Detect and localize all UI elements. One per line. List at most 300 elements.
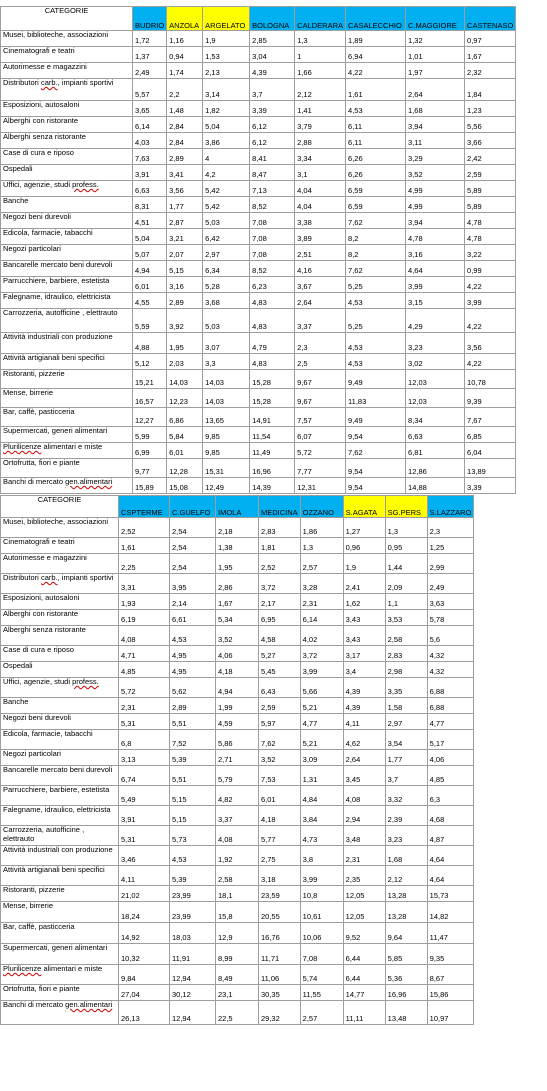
category-cell: Ortofrutta, fiori e piante [1, 985, 119, 1001]
value-cell: 5,6 [427, 626, 474, 646]
value-cell: 3,18 [259, 866, 301, 886]
value-cell: 7,62 [346, 213, 406, 229]
value-cell: 3,38 [295, 213, 346, 229]
value-cell: 5,03 [203, 213, 250, 229]
value-cell: 4,22 [465, 277, 516, 293]
value-cell: 3,65 [133, 101, 167, 117]
value-cell: 4,77 [427, 714, 474, 730]
value-cell: 1,95 [167, 333, 203, 354]
table-row [1, 79, 516, 101]
value-cell: 1,01 [406, 47, 465, 63]
table-row [1, 197, 516, 213]
value-cell: 10,78 [465, 370, 516, 389]
category-cell: Banchi di mercato gen.alimentari [1, 1001, 119, 1025]
value-cell: 15,89 [133, 478, 167, 494]
value-cell: 3,07 [203, 333, 250, 354]
category-cell: Ortofrutta, fiori e piante [1, 459, 133, 478]
value-cell: 4,99 [406, 181, 465, 197]
value-cell: 6,01 [167, 443, 203, 459]
value-cell: 5,17 [427, 730, 474, 750]
category-cell: Esposizioni, autosaloni [1, 594, 119, 610]
value-cell: 12,9 [216, 923, 259, 944]
rates-table-2 [0, 495, 474, 1025]
value-cell: 5,57 [133, 79, 167, 101]
value-cell: 1,97 [406, 63, 465, 79]
value-cell: 9,64 [385, 923, 427, 944]
value-cell: 4,78 [406, 229, 465, 245]
value-cell: 5,36 [385, 965, 427, 985]
category-cell: Alberghi senza ristorante [1, 626, 119, 646]
value-cell: 15,21 [133, 370, 167, 389]
column-header: BUDRIO [133, 7, 167, 31]
table-row [1, 766, 474, 786]
value-cell: 4,94 [133, 261, 167, 277]
value-cell: 3,41 [167, 165, 203, 181]
value-cell: 15,73 [427, 886, 474, 902]
category-cell: Plurilicenze alimentari e miste [1, 965, 119, 985]
value-cell: 3,37 [216, 806, 259, 826]
value-cell: 4,02 [300, 626, 343, 646]
value-cell: 6,59 [346, 197, 406, 213]
value-cell: 12,03 [406, 370, 465, 389]
category-cell: Bar, caffè, pasticceria [1, 408, 133, 427]
value-cell: 2,83 [385, 646, 427, 662]
value-cell: 2,87 [167, 213, 203, 229]
value-cell: 1,3 [300, 538, 343, 554]
value-cell: 6,88 [427, 678, 474, 698]
category-cell: Negozi beni durevoli [1, 213, 133, 229]
value-cell: 12,94 [170, 965, 216, 985]
spellcheck-underline: Plurilicenze [3, 442, 42, 451]
value-cell: 1,74 [167, 63, 203, 79]
value-cell: 4,73 [300, 826, 343, 846]
value-cell: 1,77 [385, 750, 427, 766]
value-cell: 9,54 [346, 478, 406, 494]
category-cell: Esposizioni, autosaloni [1, 101, 133, 117]
value-cell: 3,54 [385, 730, 427, 750]
value-cell: 3,89 [295, 229, 346, 245]
value-cell: 3,91 [119, 806, 170, 826]
value-cell: 6,81 [406, 443, 465, 459]
value-cell: 4 [203, 149, 250, 165]
value-cell: 12,03 [406, 389, 465, 408]
value-cell: 5,31 [119, 826, 170, 846]
value-cell: 4,08 [119, 626, 170, 646]
value-cell: 4,84 [300, 786, 343, 806]
table-row [1, 443, 516, 459]
table-row [1, 408, 516, 427]
spellcheck-underline: carb. [40, 78, 58, 87]
table-row [1, 806, 474, 826]
table-row [1, 181, 516, 197]
value-cell: 3,11 [406, 133, 465, 149]
value-cell: 1,27 [343, 518, 385, 538]
value-cell: 3,52 [216, 626, 259, 646]
value-cell: 6,63 [133, 181, 167, 197]
value-cell: 6,43 [259, 678, 301, 698]
category-cell: Mense, birrerie [1, 389, 133, 408]
value-cell: 2,64 [343, 750, 385, 766]
column-header: CSPTERME [119, 496, 170, 518]
value-cell: 4,22 [465, 354, 516, 370]
value-cell: 4,68 [427, 806, 474, 826]
category-cell: Carrozzeria, autofficine , elettrauto [1, 309, 133, 333]
value-cell: 2,84 [167, 117, 203, 133]
column-header: BOLOGNA [250, 7, 295, 31]
value-cell: 4,95 [170, 646, 216, 662]
category-cell: Distributori carb., impianti sportivi [1, 79, 133, 101]
value-cell: 4,22 [465, 309, 516, 333]
value-cell: 23,99 [170, 902, 216, 923]
category-cell: Supermercati, generi alimentari [1, 427, 133, 443]
value-cell: 3,4 [343, 662, 385, 678]
category-cell: Falegname, idraulico, elettricista [1, 806, 119, 826]
column-header: MEDICINA [259, 496, 301, 518]
value-cell: 5,85 [385, 944, 427, 965]
table-row [1, 31, 516, 47]
value-cell: 7,13 [250, 181, 295, 197]
category-cell: Edicola, farmacie, tabacchi [1, 730, 119, 750]
table-row [1, 646, 474, 662]
value-cell: 2,57 [300, 1001, 343, 1025]
value-cell: 1,61 [119, 538, 170, 554]
value-cell: 6,99 [133, 443, 167, 459]
value-cell: 7,62 [259, 730, 301, 750]
column-header: C.GUELFO [170, 496, 216, 518]
value-cell: 4,78 [465, 213, 516, 229]
value-cell: 2,35 [343, 866, 385, 886]
value-cell: 6,44 [343, 965, 385, 985]
category-cell: Case di cura e riposo [1, 149, 133, 165]
value-cell: 3,39 [250, 101, 295, 117]
table-row [1, 518, 474, 538]
value-cell: 5,89 [465, 197, 516, 213]
value-cell: 1,77 [167, 197, 203, 213]
table-row [1, 165, 516, 181]
value-cell: 2,2 [167, 79, 203, 101]
value-cell: 11,54 [250, 427, 295, 443]
value-cell: 1,31 [300, 766, 343, 786]
value-cell: 6,61 [170, 610, 216, 626]
value-cell: 18,1 [216, 886, 259, 902]
column-header: IMOLA [216, 496, 259, 518]
table-row [1, 554, 474, 574]
value-cell: 1,62 [343, 594, 385, 610]
table-row [1, 786, 474, 806]
category-cell: Attività artigianali beni specifici [1, 866, 119, 886]
value-cell: 9,84 [119, 965, 170, 985]
spellcheck-underline: gen.alimentari [65, 477, 113, 486]
value-cell: 3,17 [343, 646, 385, 662]
table-row [1, 293, 516, 309]
column-header: S.LAZZARO [427, 496, 474, 518]
value-cell: 16,76 [259, 923, 301, 944]
table-row [1, 750, 474, 766]
value-cell: 14,91 [250, 408, 295, 427]
category-cell: Negozi particolari [1, 245, 133, 261]
value-cell: 3,16 [167, 277, 203, 293]
value-cell: 29,32 [259, 1001, 301, 1025]
table-row [1, 149, 516, 165]
value-cell: 23,1 [216, 985, 259, 1001]
value-cell: 4,53 [346, 354, 406, 370]
value-cell: 1,9 [203, 31, 250, 47]
value-cell: 6,34 [203, 261, 250, 277]
value-cell: 7,57 [295, 408, 346, 427]
table-row [1, 846, 474, 866]
value-cell: 2,54 [170, 554, 216, 574]
table-row [1, 277, 516, 293]
table-row [1, 333, 516, 354]
value-cell: 3,7 [385, 766, 427, 786]
value-cell: 7,62 [346, 443, 406, 459]
value-cell: 4,11 [119, 866, 170, 886]
value-cell: 9,49 [346, 408, 406, 427]
value-cell: 12,31 [295, 478, 346, 494]
value-cell: 4,99 [406, 197, 465, 213]
value-cell: 2,64 [295, 293, 346, 309]
value-cell: 4,18 [216, 662, 259, 678]
table-row [1, 866, 474, 886]
value-cell: 5,74 [300, 965, 343, 985]
value-cell: 4,53 [346, 101, 406, 117]
value-cell: 3,09 [300, 750, 343, 766]
value-cell: 1,84 [465, 79, 516, 101]
category-cell: Mense, birrerie [1, 902, 119, 923]
value-cell: 9,39 [465, 389, 516, 408]
value-cell: 5,56 [465, 117, 516, 133]
value-cell: 3,48 [343, 826, 385, 846]
value-cell: 5,28 [203, 277, 250, 293]
value-cell: 6,44 [343, 944, 385, 965]
value-cell: 3,28 [300, 574, 343, 594]
value-cell: 5,12 [133, 354, 167, 370]
value-cell: 9,67 [295, 389, 346, 408]
column-header: CASALECCHIO [346, 7, 406, 31]
value-cell: 4,64 [406, 261, 465, 277]
value-cell: 3,94 [406, 117, 465, 133]
value-cell: 10,32 [119, 944, 170, 965]
value-cell: 2,42 [465, 149, 516, 165]
value-cell: 3,84 [300, 806, 343, 826]
value-cell: 6,85 [465, 427, 516, 443]
value-cell: 3,16 [406, 245, 465, 261]
value-cell: 16,57 [133, 389, 167, 408]
value-cell: 1,67 [216, 594, 259, 610]
value-cell: 11,71 [259, 944, 301, 965]
value-cell: 1,41 [295, 101, 346, 117]
value-cell: 6,74 [119, 766, 170, 786]
value-cell: 5,66 [300, 678, 343, 698]
value-cell: 5,15 [167, 261, 203, 277]
value-cell: 5,45 [259, 662, 301, 678]
value-cell: 5,04 [203, 117, 250, 133]
value-cell: 4,88 [133, 333, 167, 354]
value-cell: 1,16 [167, 31, 203, 47]
category-cell: Negozi particolari [1, 750, 119, 766]
value-cell: 2,31 [119, 698, 170, 714]
value-cell: 2,89 [167, 293, 203, 309]
value-cell: 4,11 [343, 714, 385, 730]
value-cell: 9,52 [343, 923, 385, 944]
value-cell: 6,3 [427, 786, 474, 806]
value-cell: 3,29 [406, 149, 465, 165]
rates-table-1 [0, 6, 516, 494]
value-cell: 15,31 [203, 459, 250, 478]
value-cell: 2,54 [170, 538, 216, 554]
value-cell: 8,2 [346, 245, 406, 261]
value-cell: 3,35 [385, 678, 427, 698]
table-row [1, 944, 474, 965]
value-cell: 4,08 [343, 786, 385, 806]
value-cell: 3,46 [119, 846, 170, 866]
value-cell: 1,3 [295, 31, 346, 47]
value-cell: 15,28 [250, 389, 295, 408]
value-cell: 2,52 [119, 518, 170, 538]
value-cell: 13,28 [385, 902, 427, 923]
spellcheck-underline: gen.alimentari [65, 1000, 113, 1009]
value-cell: 4,06 [427, 750, 474, 766]
value-cell: 6,59 [346, 181, 406, 197]
category-cell: Edicola, farmacie, tabacchi [1, 229, 133, 245]
value-cell: 2,52 [259, 554, 301, 574]
header-row [1, 496, 474, 518]
value-cell: 2,07 [167, 245, 203, 261]
value-cell: 14,77 [343, 985, 385, 1001]
value-cell: 4,29 [406, 309, 465, 333]
value-cell: 8,47 [250, 165, 295, 181]
category-cell: Bancarelle mercato beni durevoli [1, 261, 133, 277]
value-cell: 4,2 [203, 165, 250, 181]
value-cell: 3,21 [167, 229, 203, 245]
value-cell: 2,59 [465, 165, 516, 181]
table-row [1, 133, 516, 149]
value-cell: 4,78 [465, 229, 516, 245]
value-cell: 3,43 [343, 610, 385, 626]
column-header: ARGELATO [203, 7, 250, 31]
table-row [1, 101, 516, 117]
column-header: C.MAGGIORE [406, 7, 465, 31]
table-row [1, 965, 474, 985]
value-cell: 3,99 [300, 662, 343, 678]
value-cell: 2,14 [170, 594, 216, 610]
value-cell: 6,14 [133, 117, 167, 133]
value-cell: 6,11 [346, 133, 406, 149]
value-cell: 13,48 [385, 1001, 427, 1025]
value-cell: 1,86 [300, 518, 343, 538]
table-row [1, 213, 516, 229]
value-cell: 8,41 [250, 149, 295, 165]
value-cell: 5,77 [259, 826, 301, 846]
value-cell: 9,85 [203, 427, 250, 443]
value-cell: 2,39 [385, 806, 427, 826]
value-cell: 4,08 [216, 826, 259, 846]
value-cell: 15,8 [216, 902, 259, 923]
category-header: CATEGORIE [1, 7, 133, 31]
value-cell: 3,34 [295, 149, 346, 165]
table-row [1, 478, 516, 494]
value-cell: 3,92 [167, 309, 203, 333]
value-cell: 2,89 [167, 149, 203, 165]
table-row [1, 229, 516, 245]
value-cell: 13,65 [203, 408, 250, 427]
value-cell: 6,42 [203, 229, 250, 245]
value-cell: 10,61 [300, 902, 343, 923]
value-cell: 4,79 [250, 333, 295, 354]
value-cell: 5,51 [170, 714, 216, 730]
value-cell: 6,26 [346, 149, 406, 165]
value-cell: 9,85 [203, 443, 250, 459]
value-cell: 4,95 [170, 662, 216, 678]
column-header: CASTENASO [465, 7, 516, 31]
value-cell: 30,35 [259, 985, 301, 1001]
category-cell: Case di cura e riposo [1, 646, 119, 662]
value-cell: 1,95 [216, 554, 259, 574]
value-cell: 7,08 [250, 229, 295, 245]
value-cell: 2,83 [259, 518, 301, 538]
value-cell: 3,63 [427, 594, 474, 610]
value-cell: 1,89 [346, 31, 406, 47]
value-cell: 4,83 [250, 309, 295, 333]
value-cell: 7,53 [259, 766, 301, 786]
value-cell: 26,13 [119, 1001, 170, 1025]
value-cell: 3,31 [119, 574, 170, 594]
table-row [1, 594, 474, 610]
value-cell: 1,48 [167, 101, 203, 117]
value-cell: 5,03 [203, 309, 250, 333]
value-cell: 4,39 [343, 698, 385, 714]
table-row [1, 245, 516, 261]
value-cell: 3,86 [203, 133, 250, 149]
value-cell: 3,68 [203, 293, 250, 309]
value-cell: 3,13 [119, 750, 170, 766]
category-cell: Cinematografi e teatri [1, 538, 119, 554]
value-cell: 1,72 [133, 31, 167, 47]
value-cell: 4,39 [250, 63, 295, 79]
value-cell: 5,51 [170, 766, 216, 786]
value-cell: 9,49 [346, 370, 406, 389]
value-cell: 18,24 [119, 902, 170, 923]
table-row [1, 574, 474, 594]
category-cell: Musei, biblioteche, associazioni [1, 31, 133, 47]
value-cell: 1,61 [346, 79, 406, 101]
value-cell: 8,49 [216, 965, 259, 985]
category-cell: Plurilicenze alimentari e miste [1, 443, 133, 459]
value-cell: 1,25 [427, 538, 474, 554]
value-cell: 4,62 [343, 730, 385, 750]
value-cell: 14,03 [167, 370, 203, 389]
category-cell: Banchi di mercato gen.alimentari [1, 478, 133, 494]
value-cell: 5,59 [133, 309, 167, 333]
value-cell: 6,8 [119, 730, 170, 750]
value-cell: 4,04 [295, 181, 346, 197]
value-cell: 2,31 [300, 594, 343, 610]
value-cell: 3,72 [300, 646, 343, 662]
category-cell: Ospedali [1, 165, 133, 181]
value-cell: 1,99 [216, 698, 259, 714]
value-cell: 1,66 [295, 63, 346, 79]
value-cell: 2,99 [427, 554, 474, 574]
value-cell: 2,54 [170, 518, 216, 538]
value-cell: 7,67 [465, 408, 516, 427]
value-cell: 1,23 [465, 101, 516, 117]
value-cell: 2,57 [300, 554, 343, 574]
table-row [1, 923, 474, 944]
value-cell: 3,56 [167, 181, 203, 197]
value-cell: 2,94 [343, 806, 385, 826]
value-cell: 21,02 [119, 886, 170, 902]
value-cell: 2,86 [216, 574, 259, 594]
